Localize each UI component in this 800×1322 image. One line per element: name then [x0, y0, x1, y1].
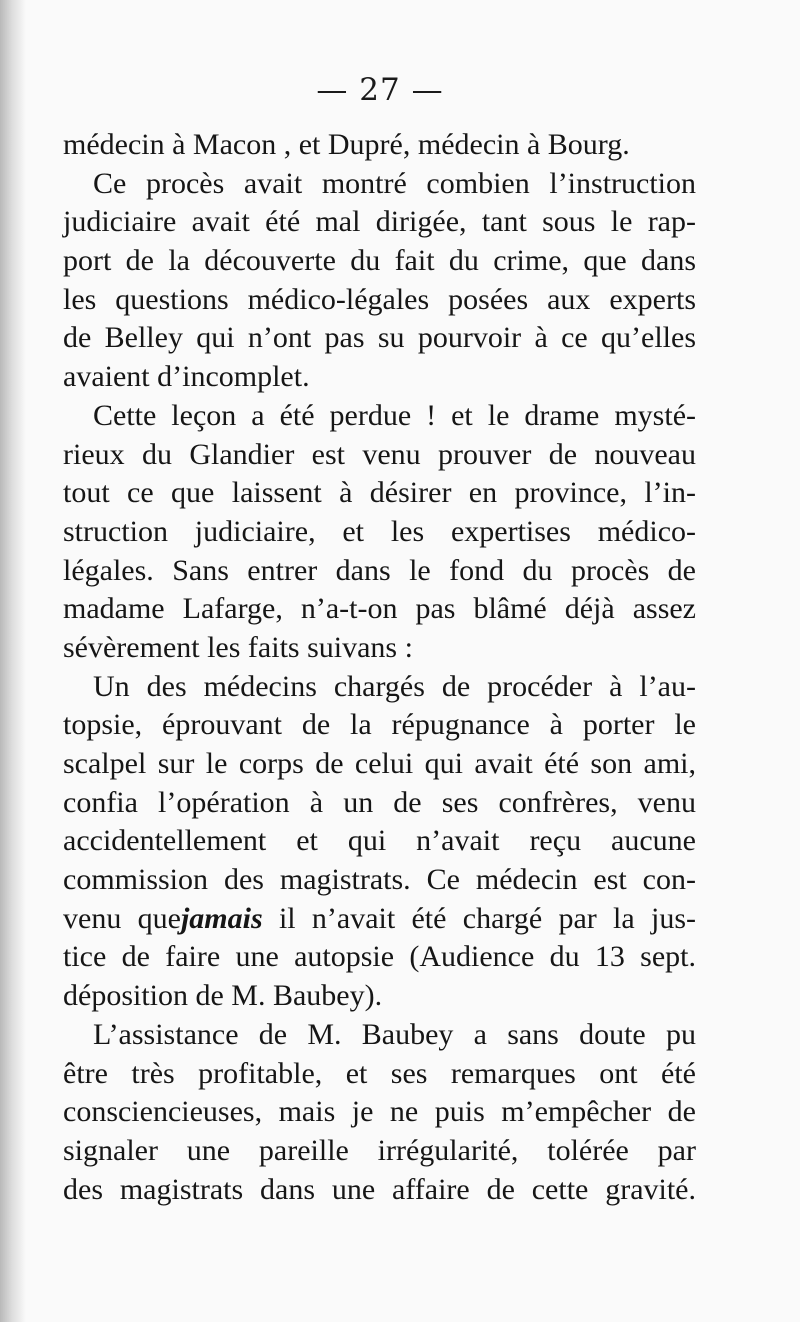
text-line: des magistrats dans une affaire de cette gravité. — [63, 1172, 696, 1206]
text-line: être très profitable, et ses remarques ont été — [63, 1056, 696, 1090]
text-line: topsie, éprouvant de la répugnance à porter le — [63, 708, 696, 742]
text-line: Ce procès avait montré combien l’instruction — [93, 166, 696, 200]
text-line: les questions médico-légales posées aux experts — [63, 282, 696, 316]
text-segment: il n’avait été chargé par la jus- — [278, 901, 697, 935]
text-line: commission des magistrats. Ce médecin est con- — [63, 863, 696, 897]
text-line: accidentellement et qui n’avait reçu aucune — [63, 824, 696, 858]
text-line: confia l’opération à un de ses confrères, venu — [63, 785, 696, 819]
text-line: légales. Sans entrer dans le fond du procès de — [63, 553, 696, 587]
text-line: L’assistance de M. Baubey a sans doute pu — [93, 1017, 696, 1051]
text-line: médecin à Macon , et Dupré, médecin à Bourg. — [63, 128, 630, 161]
text-segment: venu que — [63, 901, 181, 935]
text-line: port de la découverte du fait du crime, que dans — [63, 244, 696, 278]
text-line: consciencieuses, mais je ne puis m’empêcher de — [63, 1095, 696, 1129]
text-line: rieux du Glandier est venu prouver de nouveau — [63, 437, 696, 471]
text-line: avaient d’incomplet. — [63, 360, 310, 394]
page-body — [63, 126, 696, 1209]
text-line: tice de faire une autopsie (Audience du 13 sept. — [63, 940, 696, 974]
page-number: — 27 — — [316, 72, 444, 108]
text-line: struction judiciaire, et les expertises médico- — [63, 514, 696, 548]
text-line: judiciaire avait été mal dirigée, tant sous le rap- — [63, 205, 696, 239]
text-line: tout ce que laissent à désirer en province, l’in- — [63, 476, 696, 510]
text-line: de Belley qui n’ont pas su pourvoir à ce qu’elles — [63, 321, 696, 355]
text-line-with-emphasis — [63, 900, 696, 939]
text-line: Cette leçon a été perdue ! et le drame mysté- — [93, 398, 696, 432]
text-line: sévèrement les faits suivans : — [63, 630, 413, 664]
text-line: déposition de M. Baubey). — [63, 979, 383, 1013]
emphasis-word: jamais — [180, 901, 263, 935]
page-gutter-shadow — [0, 0, 26, 1322]
text-line: madame Lafarge, n’a-t-on pas blâmé déjà assez — [63, 592, 696, 626]
text-line: Un des médecins chargés de procéder à l’au- — [93, 669, 696, 703]
text-line: signaler une pareille irrégularité, tolérée par — [63, 1133, 696, 1167]
text-line: scalpel sur le corps de celui qui avait été son ami, — [63, 747, 696, 780]
